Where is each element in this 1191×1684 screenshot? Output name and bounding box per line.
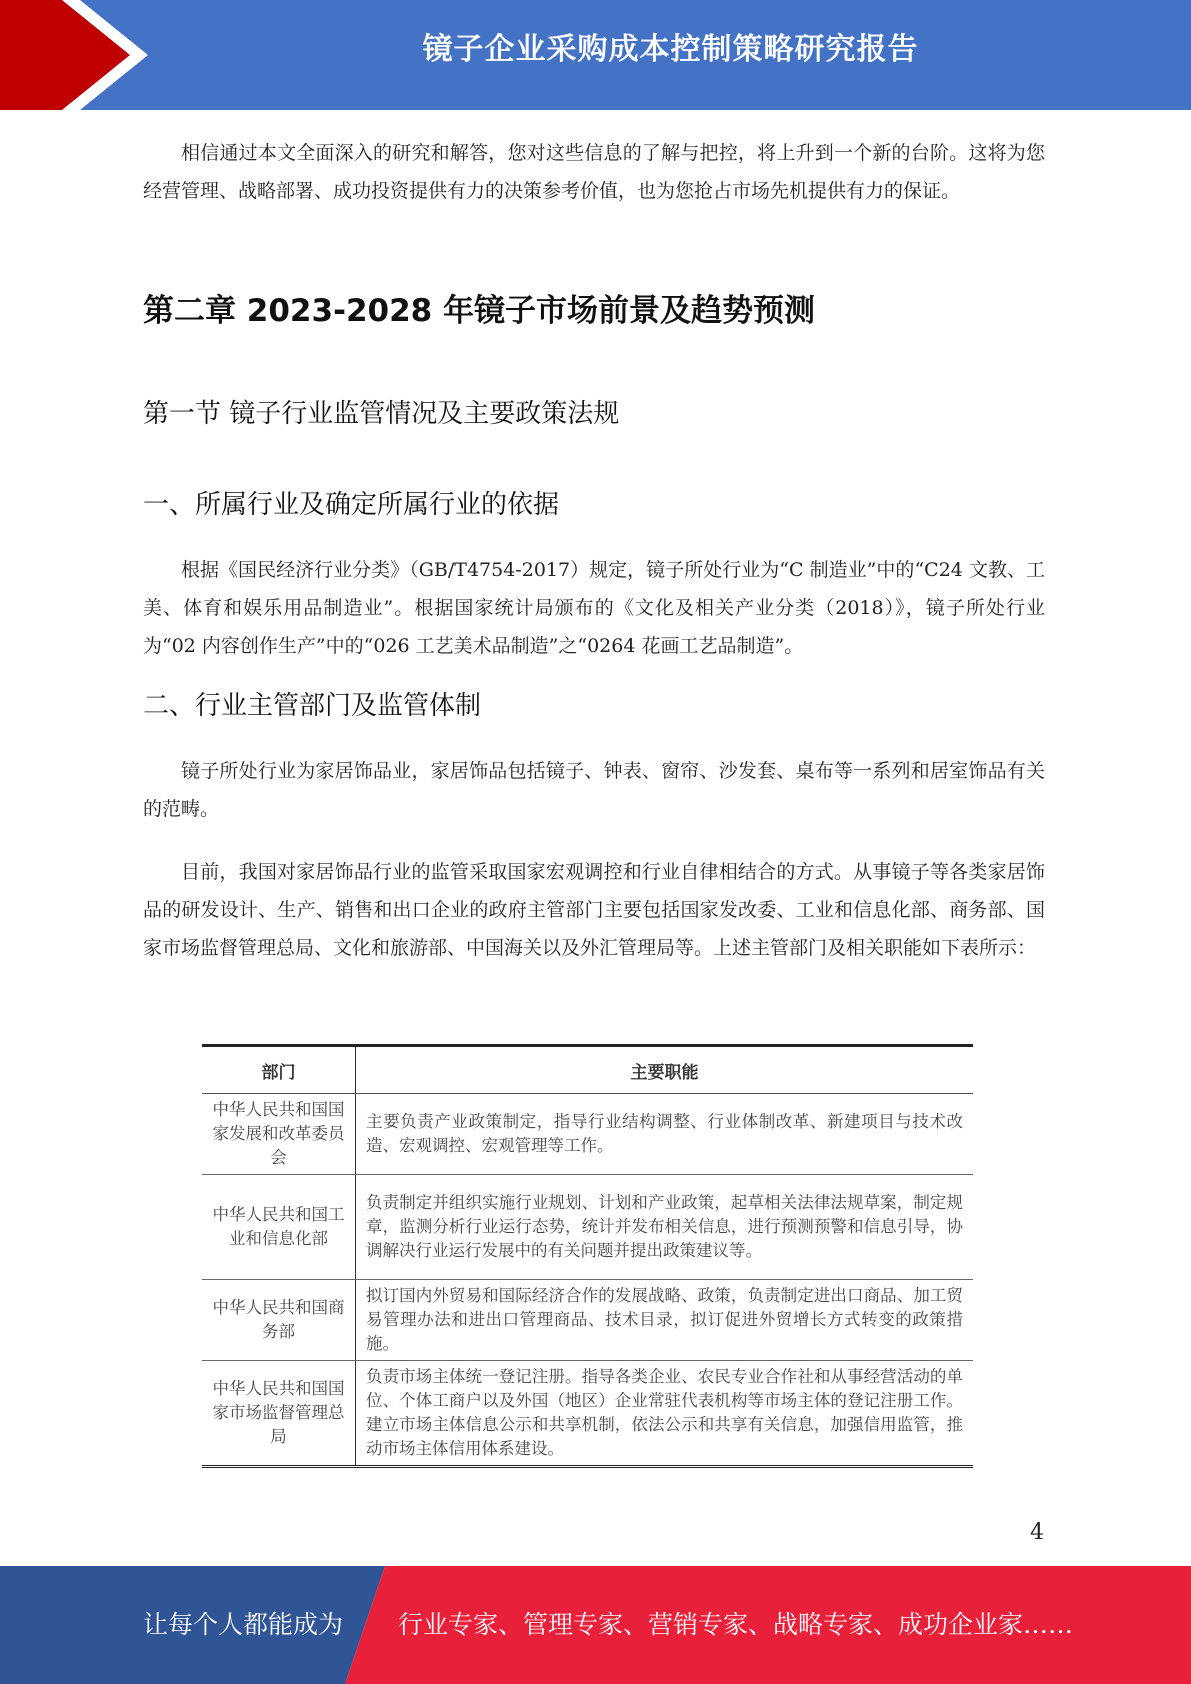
section-title: 第一节 镜子行业监管情况及主要政策法规	[143, 399, 620, 429]
footer-slogan-right: 行业专家、管理专家、营销专家、战略专家、成功企业家……	[398, 1610, 1074, 1639]
regulators-table	[202, 1044, 973, 1468]
header-title: 镜子企业采购成本控制策略研究报告	[422, 32, 919, 67]
table-row	[202, 1094, 973, 1175]
page-number: 4	[1030, 1520, 1044, 1545]
intro-block	[143, 134, 1045, 210]
table-cell-duty: 负责制定并组织实施行业规划、计划和产业政策，起草相关法律法规草案，制定规章，监测分析行业运行态势，统计并发布相关信息，进行预测预警和信息引导，协调解决行业运行发展中的有关问题并提出政策建议等。	[356, 1175, 974, 1280]
chapter-title: 第二章 2023-2028 年镜子市场前景及趋势预测	[143, 293, 816, 329]
table-cell-dept: 中华人民共和国国家发展和改革委员会	[202, 1094, 356, 1175]
table-cell-duty: 负责市场主体统一登记注册。指导各类企业、农民专业合作社和从事经营活动的单位、个体工商户以及外国（地区）企业常驻代表机构等市场主体的登记注册工作。建立市场主体信息公示和共享机制，依法公示和共享有关信息，加强信用监管，推动市场主体信用体系建设。	[356, 1361, 974, 1467]
table-cell-dept: 中华人民共和国工业和信息化部	[202, 1175, 356, 1280]
subsection-1-body	[143, 551, 1045, 665]
table-cell-duty: 主要负责产业政策制定，指导行业结构调整、行业体制改革、新建项目与技术改造、宏观调控、宏观管理等工作。	[356, 1094, 974, 1175]
subsection-2-body-1	[143, 752, 1045, 828]
table-header-row	[202, 1046, 973, 1094]
page-footer	[0, 1566, 1191, 1684]
table-cell-dept: 中华人民共和国国家市场监督管理总局	[202, 1361, 356, 1467]
page-header	[0, 0, 1191, 110]
table-header-dept: 部门	[202, 1046, 356, 1094]
table-row	[202, 1361, 973, 1467]
subsection-1-title: 一、所属行业及确定所属行业的依据	[143, 490, 560, 520]
table-header-duty: 主要职能	[356, 1046, 974, 1094]
footer-slogan-left: 让每个人都能成为	[143, 1610, 344, 1639]
subsection-2-body-2	[143, 853, 1045, 967]
table-cell-dept: 中华人民共和国商务部	[202, 1280, 356, 1361]
table-cell-duty: 拟订国内外贸易和国际经济合作的发展战略、政策，负责制定进出口商品、加工贸易管理办法和进出口管理商品、技术目录，拟订促进外贸增长方式转变的政策措施。	[356, 1280, 974, 1361]
subsection-2-paragraph-1: 镜子所处行业为家居饰品业，家居饰品包括镜子、钟表、窗帘、沙发套、桌布等一系列和居室饰品有关的范畴。	[143, 760, 1045, 820]
subsection-1-paragraph: 根据《国民经济行业分类》（GB/T4754-2017）规定，镜子所处行业为“C 制造业”中的“C24 文教、工美、体育和娱乐用品制造业”。根据国家统计局颁布的《文化及相关产业分类（2018）》，镜子所处行业为“02 内容创作生产”中的“026 工艺美术品制造”之“0264 花画工艺品制造”。	[143, 559, 1045, 657]
subsection-2-paragraph-2: 目前，我国对家居饰品行业的监管采取国家宏观调控和行业自律相结合的方式。从事镜子等各类家居饰品的研发设计、生产、销售和出口企业的政府主管部门主要包括国家发改委、工业和信息化部、商务部、国家市场监督管理总局、文化和旅游部、中国海关以及外汇管理局等。上述主管部门及相关职能如下表所示：	[143, 861, 1045, 959]
table-row	[202, 1280, 973, 1361]
table-row	[202, 1175, 973, 1280]
intro-paragraph: 相信通过本文全面深入的研究和解答，您对这些信息的了解与把控，将上升到一个新的台阶。这将为您经营管理、战略部署、成功投资提供有力的决策参考价值，也为您抢占市场先机提供有力的保证。	[143, 142, 1045, 202]
subsection-2-title: 二、行业主管部门及监管体制	[143, 691, 482, 721]
